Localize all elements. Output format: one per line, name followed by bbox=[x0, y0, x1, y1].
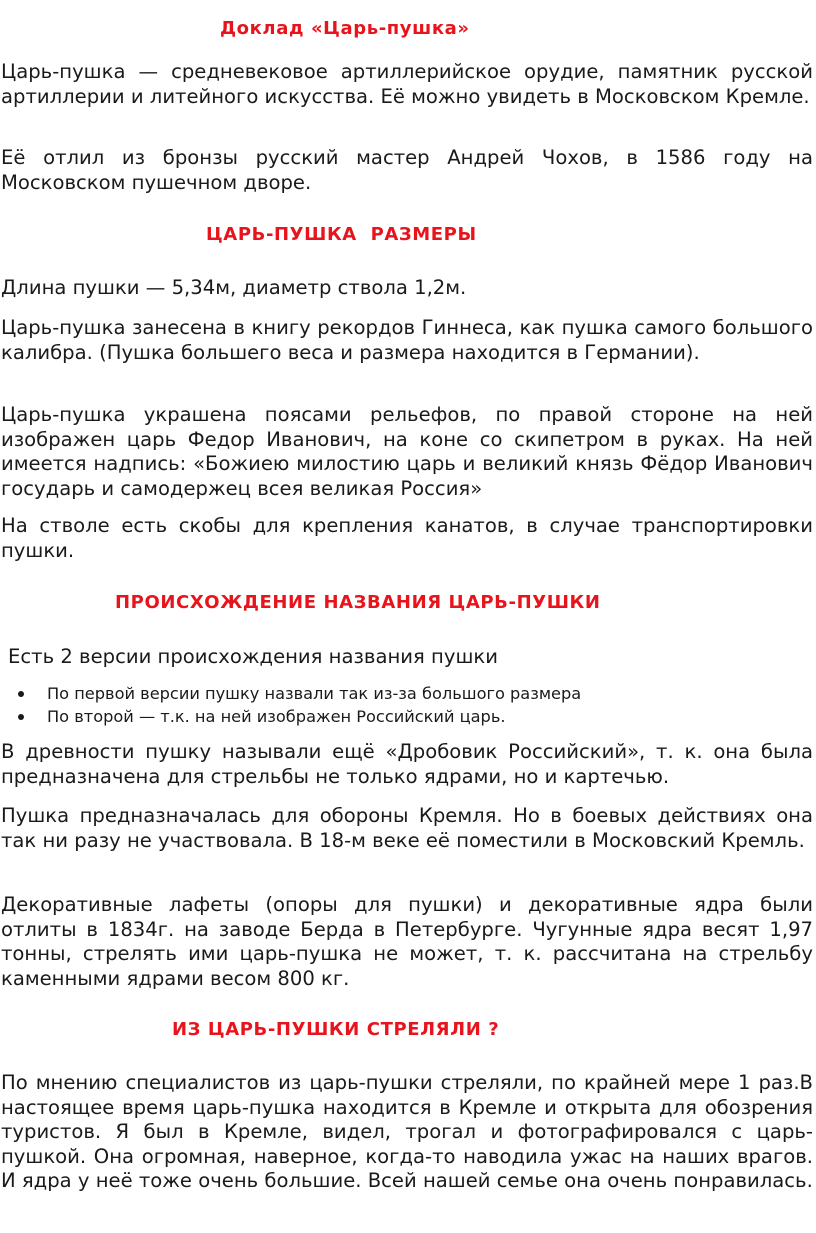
bullet-icon bbox=[18, 691, 24, 697]
defense-paragraph: Пушка предназначалась для обороны Кремля. Но в боевых действиях она так ни разу не участвовала. В 18-м веке её поместили в Московский Кремль. bbox=[1, 804, 813, 852]
version-1-text: По первой версии пушку назвали так из-за большого размера bbox=[47, 684, 582, 703]
document-title: Доклад «Царь-пушка» bbox=[220, 18, 470, 39]
sizes-heading: ЦАРЬ-ПУШКА РАЗМЕРЫ bbox=[206, 224, 477, 245]
origin-heading: ПРОИСХОЖДЕНИЕ НАЗВАНИЯ ЦАРЬ-ПУШКИ bbox=[115, 592, 601, 613]
record-paragraph: Царь-пушка занесена в книгу рекордов Гиннеса, как пушка самого большого калибра. (Пушка большего веса и размера находится в Германии). bbox=[1, 316, 813, 364]
relief-paragraph: Царь-пушка украшена поясами рельефов, по правой стороне на ней изображен царь Федор Иванович, на коне со скипетром в руках. На ней имеется надпись: «Божиею милостию царь и великий князь Фёдор Иванович государь и самодержец всея великая Россия» bbox=[1, 403, 813, 500]
version-2-text: По второй — т.к. на ней изображен Российский царь. bbox=[47, 707, 506, 726]
origin-versions-list bbox=[0, 682, 816, 728]
fired-heading: ИЗ ЦАРЬ-ПУШКИ СТРЕЛЯЛИ ? bbox=[172, 1019, 500, 1040]
fired-paragraph: По мнению специалистов из царь-пушки стреляли, по крайней мере 1 раз.В настоящее время царь-пушка находится в Кремле и открыта для обозрения туристов. Я был в Кремле, видел, трогал и фотографировался с царь-пушкой. Она огромная, наверное, когда-то наводила ужас на наших врагов. И ядра у неё тоже очень большие. Всей нашей семье она очень понравилась. bbox=[1, 1071, 813, 1192]
brackets-paragraph: На стволе есть скобы для крепления канатов, в случае транспортировки пушки. bbox=[1, 514, 813, 562]
length-line: Длина пушки — 5,34м, диаметр ствола 1,2м. bbox=[1, 276, 467, 299]
intro-paragraph-1: Царь-пушка — средневековое артиллерийское орудие, памятник русской артиллерии и литейного искусства. Её можно увидеть в Московском Кремле. bbox=[1, 60, 813, 108]
bullet-icon bbox=[18, 714, 24, 720]
origin-lead: Есть 2 версии происхождения названия пушки bbox=[8, 645, 498, 668]
list-item bbox=[0, 682, 816, 705]
drobovik-paragraph: В древности пушку называли ещё «Дробовик Российский», т. к. она была предназначена для стрельбы не только ядрами, но и картечью. bbox=[1, 740, 813, 788]
carriage-paragraph: Декоративные лафеты (опоры для пушки) и декоративные ядра были отлиты в 1834г. на заводе Берда в Петербурге. Чугунные ядра весят 1,97 тонны, стрелять ими царь-пушка не может, т. к. рассчитана на стрельбу каменными ядрами весом 800 кг. bbox=[1, 893, 813, 990]
list-item bbox=[0, 705, 816, 728]
intro-paragraph-2: Её отлил из бронзы русский мастер Андрей Чохов, в 1586 году на Московском пушечном дворе. bbox=[1, 146, 813, 194]
